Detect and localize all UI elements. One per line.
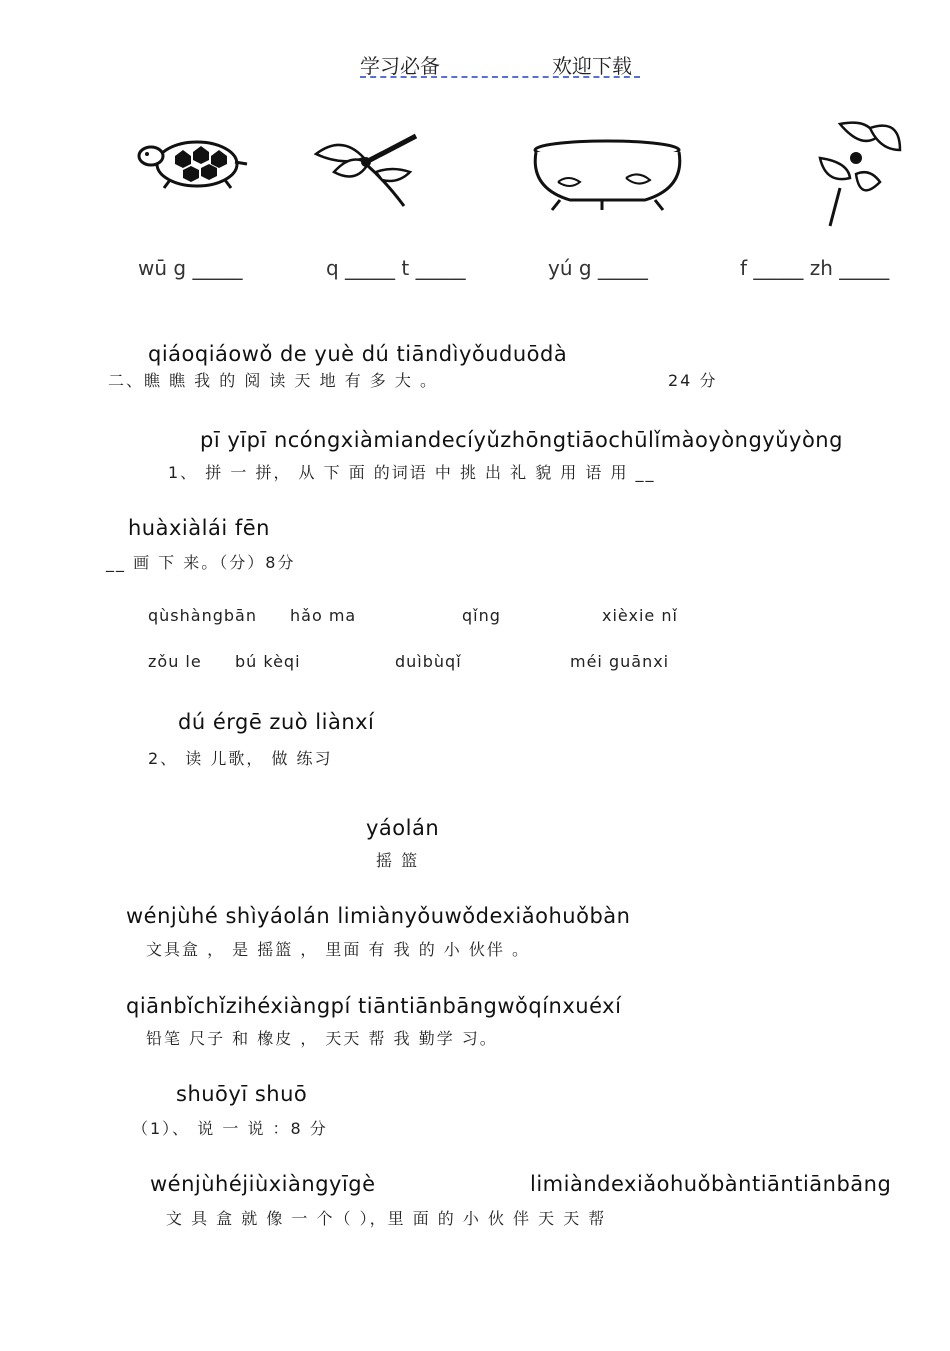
q3-sentence-pinyin-left: wénjùhéjiùxiàngyīgè — [150, 1172, 376, 1196]
q3-instruction: （1）、 说 一 说 ：8 分 — [132, 1119, 328, 1138]
picture-label-windmill: f _____ zh _____ — [740, 256, 890, 280]
poem-title-pinyin: yáolán — [366, 816, 440, 840]
header-dashed-rule — [360, 76, 640, 78]
poem-line1-pinyin: wénjùhé shìyáolán limiànyǒuwǒdexiǎohuǒbàn — [126, 904, 631, 928]
q1-pinyin: pī yīpī ncóngxiàmiandecíyǔzhōngtiāochūlǐmàoyòngyǔyòng — [200, 428, 843, 452]
q1-pinyin-line2: huàxiàlái fēn — [128, 516, 270, 540]
section2-score: 24 分 — [668, 371, 718, 390]
q1-word: qǐng — [462, 606, 501, 625]
q1-word: xièxie nǐ — [602, 606, 678, 625]
dragonfly-picture — [312, 132, 427, 212]
q1-word: hǎo ma — [290, 606, 357, 625]
poem-line1: 文具盒 ， 是 摇篮 ， 里面 有 我 的 小 伙伴 。 — [146, 940, 530, 959]
fish-tank-picture — [530, 138, 685, 213]
picture-label-fish-tank: yú g _____ — [548, 256, 648, 280]
q2-instruction: 2、 读 儿歌， 做 练习 — [148, 749, 333, 768]
header-left: 学习必备 — [360, 54, 440, 78]
q1-word: duìbùqǐ — [395, 652, 462, 671]
poem-line2-pinyin: qiānbǐchǐzihéxiàngpí tiāntiānbāngwǒqínxuéxí — [126, 994, 622, 1018]
q3-pinyin: shuōyī shuō — [176, 1082, 308, 1106]
q1-word: zǒu le — [148, 652, 202, 671]
q1-word: méi guānxi — [570, 652, 670, 671]
picture-label-dragonfly: q _____ t _____ — [326, 256, 466, 280]
section2-heading: 二、瞧 瞧 我 的 阅 读 天 地 有 多 大 。 — [108, 371, 438, 390]
windmill-picture — [800, 118, 930, 228]
header-right: 欢迎下载 — [552, 54, 632, 78]
q2-pinyin: dú érgē zuò liànxí — [178, 710, 375, 734]
section2-pinyin: qiáoqiáowǒ de yuè dú tiāndìyǒuduōdà — [148, 342, 568, 366]
q1-instruction: 1、 拼 一 拼， 从 下 面 的词语 中 挑 出 礼 貌 用 语 用 __ — [168, 463, 656, 482]
q3-sentence: 文 具 盒 就 像 一 个（ ），里 面 的 小 伙 伴 天 天 帮 — [166, 1209, 607, 1228]
q1-instruction-line2: __ 画 下 来。（分）8分 — [106, 553, 296, 572]
poem-title: 摇 篮 — [376, 851, 420, 870]
poem-line2: 铅笔 尺子 和 橡皮 ， 天天 帮 我 勤学 习。 — [146, 1029, 498, 1048]
q1-word: bú kèqi — [235, 652, 301, 671]
picture-label-turtle: wū g _____ — [138, 256, 243, 280]
q1-word: qùshàngbān — [148, 606, 257, 625]
q3-sentence-pinyin-right: limiàndexiǎohuǒbàntiāntiānbāng — [530, 1172, 892, 1196]
turtle-picture — [135, 132, 255, 192]
